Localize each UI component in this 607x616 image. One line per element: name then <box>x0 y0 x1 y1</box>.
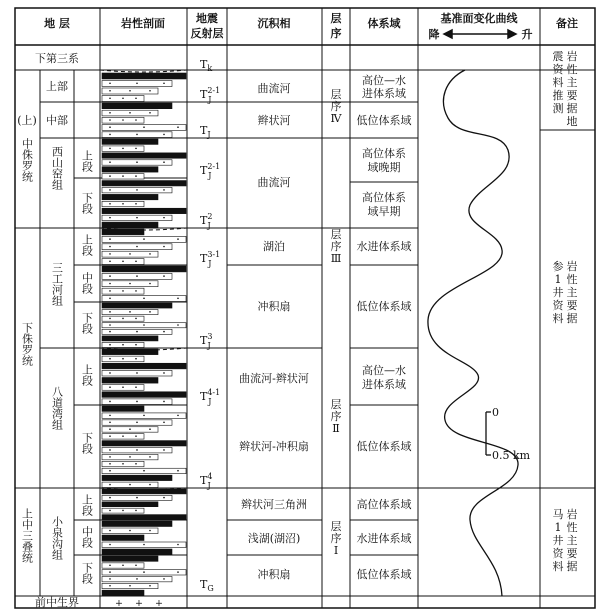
stratum-xsy-lower: 下段 <box>80 192 94 214</box>
sequence-i <box>331 520 342 557</box>
remarks-column <box>553 49 578 573</box>
remark-char: 性 <box>566 63 578 76</box>
remark-char: 震 <box>552 50 564 63</box>
stratum-upper-member: 上部 <box>46 80 68 93</box>
remark-char: 要 <box>566 299 578 312</box>
header-seismic-2: 反射层 <box>190 27 224 40</box>
stratum-lower-jurassic: 下侏罗统 <box>20 322 34 366</box>
facies-meander-2: 曲流河 <box>257 176 291 189</box>
svg-text:层: 层 <box>330 520 342 533</box>
header-system-tract: 体系域 <box>367 17 401 30</box>
svg-text:Ⅱ: Ⅱ <box>332 422 340 435</box>
svg-text:+: + <box>135 598 143 609</box>
remark-char: 地 <box>566 115 578 128</box>
remark-char: 主 <box>566 286 578 299</box>
svg-text:域早期: 域早期 <box>367 205 401 218</box>
header-sequence-2: 序 <box>330 27 342 40</box>
remark-char: 测 <box>552 102 564 115</box>
remark-char: 主 <box>566 76 578 89</box>
stratum-sgh-lower: 下段 <box>80 312 94 334</box>
stratum-xsy-upper: 上段 <box>80 150 94 172</box>
svg-text:序: 序 <box>330 240 342 253</box>
remark-char: 井 <box>552 534 564 547</box>
stratum-sgh-middle: 中段 <box>80 272 94 294</box>
remark-char: 据 <box>566 312 578 325</box>
remark-char: 岩 <box>566 508 578 521</box>
remark-char: 料 <box>552 312 564 325</box>
reflector-tk: $T_k$ <box>200 58 213 73</box>
stratum-bdw-lower: 下段 <box>80 432 94 454</box>
scale-zero: 0 <box>492 406 499 419</box>
remark-char: 要 <box>566 89 578 102</box>
reflector-tj2-2-1: $T^{2-1}$ J <box>200 162 221 180</box>
stratum-middle-member: 中部 <box>46 114 68 127</box>
double-arrow-icon <box>444 30 516 38</box>
sequence-ii <box>331 398 342 435</box>
stratum-sgh-upper: 上段 <box>80 234 94 256</box>
svg-text:层: 层 <box>330 228 342 241</box>
svg-text:域晚期: 域晚期 <box>367 161 401 174</box>
stratum-xiaoquangou: 小泉沟组 <box>50 516 64 560</box>
facies-fan: 冲积扇 <box>257 300 291 313</box>
facies-lake: 湖泊 <box>263 240 285 253</box>
facies-fan-2: 冲积扇 <box>257 568 291 581</box>
svg-text:层: 层 <box>330 88 342 101</box>
header-baselevel: 基准面变化曲线 <box>440 12 518 25</box>
reflector-tj2-1: $T^{2-1}$ J <box>200 86 221 104</box>
reflector-tj3: $T^3$ J <box>200 332 213 350</box>
svg-text:+: + <box>115 598 123 609</box>
reflector-tj3-1: $T^{3-1}$ J <box>200 250 221 268</box>
facies-meander-braided: 曲流河-辫状河 <box>239 372 309 385</box>
stratum-badaowan: 八道湾组 <box>50 386 64 430</box>
svg-text:低位体系域: 低位体系域 <box>356 568 412 581</box>
remark-char: 料 <box>552 76 564 89</box>
stratum-bdw-upper: 上段 <box>80 364 94 386</box>
remark-char: 资 <box>552 547 564 560</box>
reflector-tj4-1: $T^{4-1}$ J <box>200 388 221 406</box>
facies-meander-1: 曲流河 <box>257 82 291 95</box>
header-facies: 沉积相 <box>257 17 291 30</box>
reflector-tj2-b: $T^2$ J <box>200 212 213 230</box>
remark-char: 性 <box>566 521 578 534</box>
remark-char: 要 <box>566 547 578 560</box>
svg-text:Ⅲ: Ⅲ <box>330 252 342 265</box>
svg-text:水进体系域: 水进体系域 <box>356 532 412 545</box>
svg-text:序: 序 <box>330 100 342 113</box>
svg-text:Ⅰ: Ⅰ <box>333 544 339 557</box>
baselevel-curve <box>428 70 518 596</box>
remark-char: 马 <box>552 508 564 521</box>
remark-char: 据 <box>566 102 578 115</box>
svg-text:低位体系域: 低位体系域 <box>356 114 412 127</box>
sequence-iv <box>331 88 343 125</box>
svg-text:序: 序 <box>330 410 342 423</box>
remark-char: 据 <box>566 560 578 573</box>
header-stratum: 地 层 <box>44 17 70 30</box>
svg-text:序: 序 <box>330 532 342 545</box>
remark-char: 井 <box>552 286 564 299</box>
sequence-iii <box>331 228 342 265</box>
svg-text:进体系域: 进体系域 <box>362 378 406 391</box>
stratum-middle-jurassic-1: 中侏罗统 <box>20 138 34 182</box>
stratum-xqg-lower: 下段 <box>80 562 94 584</box>
remark-char: 主 <box>566 534 578 547</box>
remark-char: 参 <box>552 260 564 273</box>
stratum-xqg-upper: 上段 <box>80 494 94 516</box>
header-remarks: 备注 <box>556 17 578 30</box>
svg-text:低位体系域: 低位体系域 <box>356 300 412 313</box>
stratum-xqg-middle: 中段 <box>80 526 94 548</box>
facies-braided-fan: 辫状河-冲积扇 <box>239 440 309 453</box>
reflector-tj4: $T^4$ J <box>200 472 213 490</box>
facies-shallow-lake: 浅湖(湖沼) <box>247 532 301 545</box>
stratum-pre-mesozoic: 前中生界 <box>35 596 79 609</box>
header-rise: 升 <box>521 28 533 41</box>
svg-text:低位体系域: 低位体系域 <box>356 440 412 453</box>
svg-text:高位—水: 高位—水 <box>362 364 406 377</box>
stratum-middle-jurassic-0: (上) <box>17 114 37 127</box>
header-lithology: 岩性剖面 <box>121 17 165 30</box>
header-sequence-1: 层 <box>330 12 342 25</box>
facies-braided-delta: 辫状河三角洲 <box>241 498 307 511</box>
svg-text:高位体系: 高位体系 <box>362 191 406 204</box>
svg-text:+: + <box>155 598 163 609</box>
stratum-sangonghe: 三工河组 <box>50 262 64 306</box>
system-tracts <box>357 73 412 581</box>
lithology-column <box>102 73 186 609</box>
svg-text:层: 层 <box>330 398 342 411</box>
remark-char: 1 <box>554 521 562 534</box>
remark-char: 资 <box>552 299 564 312</box>
svg-text:高位—水: 高位—水 <box>362 74 406 87</box>
stratum-lower-tertiary: 下第三系 <box>35 52 79 65</box>
remark-char: 岩 <box>566 50 578 63</box>
scale-half-km: 0.5 km <box>492 449 531 462</box>
svg-text:高位体系域: 高位体系域 <box>356 498 412 511</box>
remark-char: 岩 <box>566 260 578 273</box>
remark-char: 推 <box>552 89 564 102</box>
reflector-tj2: $T_J$ <box>200 124 211 139</box>
facies-braided-1: 辫状河 <box>257 114 291 127</box>
scale-bar <box>486 412 491 455</box>
header-seismic-1: 地震 <box>196 12 218 25</box>
svg-text:Ⅳ: Ⅳ <box>330 112 342 125</box>
remark-char: 料 <box>552 560 564 573</box>
svg-text:进体系域: 进体系域 <box>362 87 406 100</box>
stratum-upper-mid-triassic: 上中三叠统 <box>20 508 34 563</box>
reflector-tg: $T_G$ <box>200 578 214 593</box>
svg-text:水进体系域: 水进体系域 <box>356 240 412 253</box>
remark-char: 性 <box>566 273 578 286</box>
remark-char: 资 <box>552 63 564 76</box>
remark-char: 1 <box>554 273 562 286</box>
stratum-xishanyao: 西山窑组 <box>50 146 64 190</box>
header-fall: 降 <box>428 28 440 41</box>
svg-text:高位体系: 高位体系 <box>362 147 406 160</box>
